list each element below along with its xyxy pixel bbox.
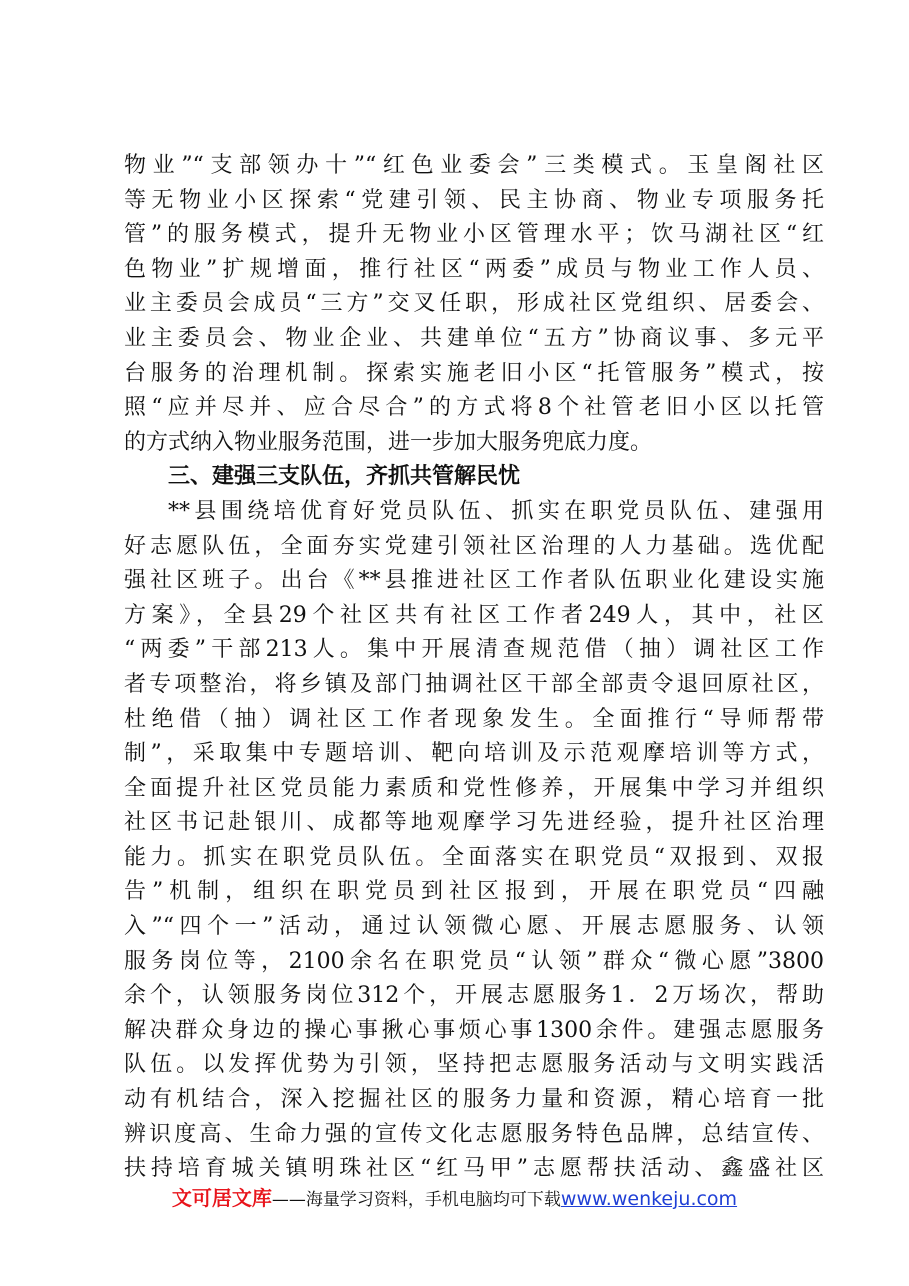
text-line: 辨识度高、生命力强的宣传文化志愿服务特色品牌，总结宣传、 xyxy=(124,1121,824,1147)
text-line: 全面提升社区党员能力素质和党性修养，开展集中学习并组织 xyxy=(124,775,824,801)
text-line: 照“应并尽并、应合尽合”的方式将8个社管老旧小区以托管 xyxy=(124,395,824,421)
section-heading: 三、建强三支队伍，齐抓共管解民忧 xyxy=(168,464,521,490)
paragraph-1 xyxy=(124,149,824,460)
text-line: 队伍。以发挥优势为引领，坚持把志愿服务活动与文明实践活 xyxy=(124,1052,824,1078)
text-line: 台服务的治理机制。探索实施老旧小区“托管服务”模式，按 xyxy=(124,360,824,386)
text-line: 扶持培育城关镇明珠社区“红马甲”志愿帮扶活动、鑫盛社区 xyxy=(124,1156,824,1182)
text-line: 业主委员会、物业企业、共建单位“五方”协商议事、多元平 xyxy=(124,325,824,351)
text-line: 物业”“支部领办十”“红色业委会”三类模式。玉皇阁社区 xyxy=(124,153,824,178)
website-link[interactable]: www.wenkeju.com xyxy=(560,1188,738,1210)
text-line: 好志愿队伍，全面夯实党建引领社区治理的人力基础。选优配 xyxy=(124,533,824,559)
text-line: 余个，认领服务岗位312个，开展志愿服务1．2万场次，帮助 xyxy=(124,983,824,1009)
text-line: 解决群众身边的操心事揪心事烦心事1300余件。建强志愿服务 xyxy=(124,1017,824,1043)
text-line: 制”，采取集中专题培训、靶向培训及示范观摩培训等方式， xyxy=(124,741,824,767)
text-line: 社区书记赴银川、成都等地观摩学习先进经验，提升社区治理 xyxy=(124,810,824,836)
text-line: 动有机结合，深入挖掘社区的服务力量和资源，精心培育一批 xyxy=(124,1087,824,1113)
text-line: 能力。抓实在职党员队伍。全面落实在职党员“双报到、双报 xyxy=(124,844,824,870)
text-line: 等无物业小区探索“党建引领、民主协商、物业专项服务托 xyxy=(124,187,824,213)
text-line: 业主委员会成员“三方”交叉任职，形成社区党组织、居委会、 xyxy=(124,291,824,317)
brand-name: 文可居文库 xyxy=(171,1186,272,1210)
text-line: 强社区班子。出台《**县推进社区工作者队伍职业化建设实施 xyxy=(124,568,824,594)
text-line: 色物业”扩规增面，推行社区“两委”成员与物业工作人员、 xyxy=(124,256,824,282)
paragraph-2 xyxy=(124,495,824,1187)
text-line: 的方式纳入物业服务范围，进一步加大服务兜底力度。 xyxy=(124,429,653,455)
text-line: 方案》，全县29个社区共有社区工作者249人，其中，社区 xyxy=(124,602,824,628)
text-line: **县围绕培优育好党员队伍、抓实在职党员队伍、建强用 xyxy=(168,498,824,524)
text-line: 管”的服务模式，提升无物业小区管理水平；饮马湖社区“红 xyxy=(124,222,824,248)
text-line: 杜绝借（抽）调社区工作者现象发生。全面推行“导师帮带 xyxy=(124,706,824,732)
text-line: “两委”干部213人。集中开展清查规范借（抽）调社区工作 xyxy=(124,637,824,663)
text-line: 服务岗位等，2100余名在职党员“认领”群众“微心愿”3800 xyxy=(124,948,824,974)
text-line: 者专项整治，将乡镇及部门抽调社区干部全部责令退回原社区， xyxy=(124,671,824,697)
footer-tagline: ——海量学习资料，手机电脑均可下载 xyxy=(271,1190,561,1210)
text-line: 入”“四个一”活动，通过认领微心愿、开展志愿服务、认领 xyxy=(124,914,824,940)
footer-banner xyxy=(0,1182,909,1211)
document-body xyxy=(124,149,824,1187)
text-line: 告”机制，组织在职党员到社区报到，开展在职党员“四融 xyxy=(124,879,824,905)
